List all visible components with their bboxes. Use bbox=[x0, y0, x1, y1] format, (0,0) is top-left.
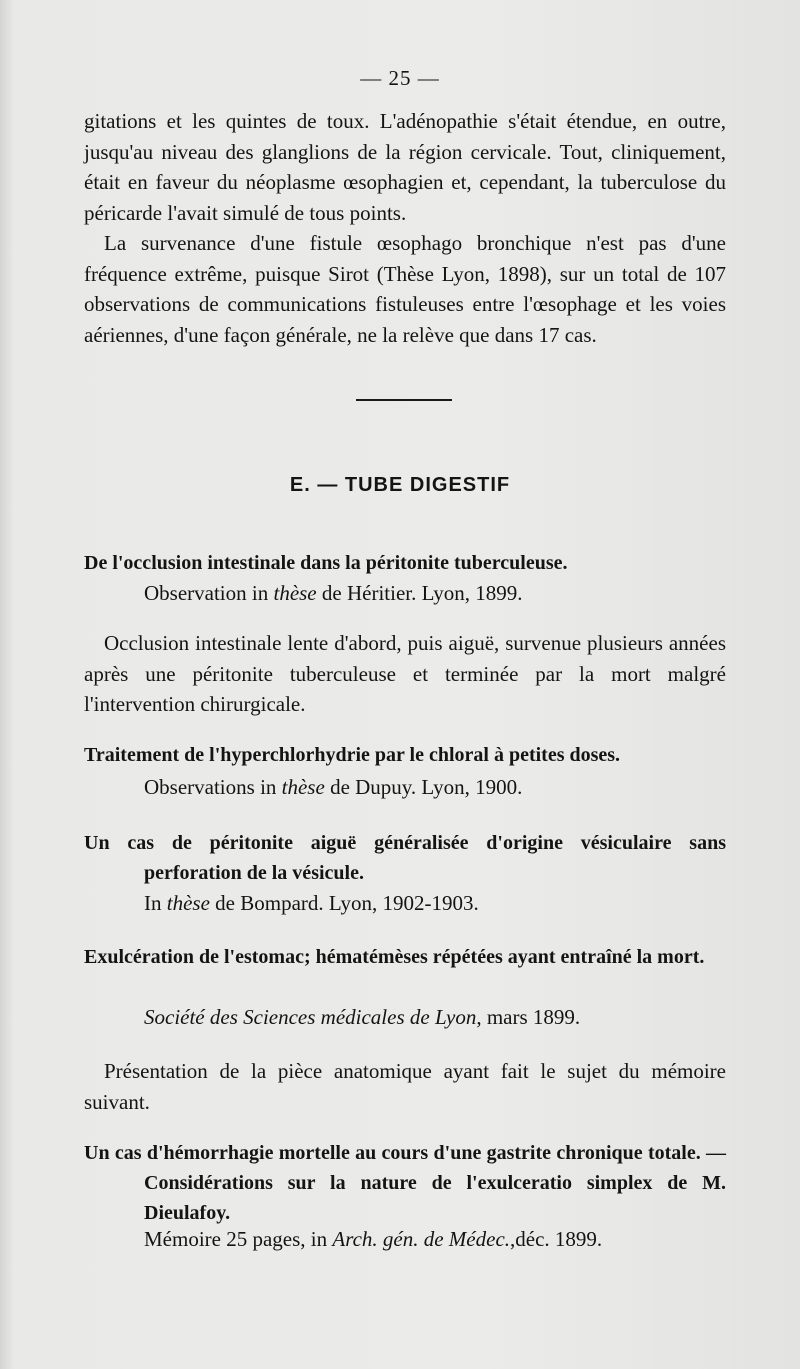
entry-ref-suffix: ,déc. 1899. bbox=[510, 1227, 603, 1251]
entry-ref-prefix: Mémoire 25 pages, in bbox=[144, 1227, 333, 1251]
entry-ref-italic: Arch. gén. de Médec. bbox=[332, 1227, 511, 1251]
intro-paragraph-2: La survenance d'une fistule œsophago bronchique n'est pas d'une fréquence extrême, puisque Sirot (Thèse Lyon, 1898), sur un total de 107 observations de communications fistuleuses entre l'œsophage et les voies aériennes, d'une façon générale, ne la relève que dans 17 cas. bbox=[84, 231, 726, 347]
entry-reference bbox=[144, 772, 726, 802]
entry-title: Exulcération de l'estomac; hématémèses répétées ayant entraîné la mort. bbox=[84, 946, 705, 968]
entry-title: De l'occlusion intestinale dans la péritonite tuberculeuse. bbox=[84, 552, 568, 574]
entry-ref-italic: thèse bbox=[281, 775, 325, 799]
entry-ref-suffix: , mars 1899. bbox=[476, 1005, 581, 1029]
entry-description: Occlusion intestinale lente d'abord, puis aiguë, survenue plusieurs années après une péritonite tuberculeuse et terminée par la mort malgré l'intervention chirurgicale. bbox=[84, 631, 726, 716]
entry-reference bbox=[144, 578, 726, 608]
section-heading: E. — TUBE DIGESTIF bbox=[289, 474, 511, 496]
entry-ref-prefix: Observation in bbox=[144, 581, 274, 605]
entry-reference bbox=[144, 1224, 726, 1254]
entry-description: Présentation de la pièce anatomique ayant fait le sujet du mémoire suivant. bbox=[84, 1059, 726, 1114]
entry-reference bbox=[144, 888, 726, 918]
intro-paragraph-1: gitations et les quintes de toux. L'adénopathie s'était étendue, en outre, jusqu'au niveau des glanglions de la région cervicale. Tout, cliniquement, était en faveur du néoplasme œsophagien et, cependant, la tuberculose du péricarde l'avait simulé de tous points. bbox=[84, 109, 726, 225]
entry-ref-italic: thèse bbox=[273, 581, 317, 605]
entry-ref-prefix: Observations in bbox=[144, 775, 282, 799]
entry-ref-suffix: de Héritier. Lyon, 1899. bbox=[316, 581, 523, 605]
entry-title: Un cas de péritonite aiguë généralisée d'origine vésiculaire sans perforation de la vésicule. bbox=[84, 832, 726, 884]
entry-title: Traitement de l'hyperchlorhydrie par le chloral à petites doses. bbox=[84, 744, 621, 766]
entry-ref-suffix: de Bompard. Lyon, 1902-1903. bbox=[209, 891, 479, 915]
entry-ref-italic: thèse bbox=[166, 891, 210, 915]
entry-ref-italic: Société des Sciences médicales de Lyon bbox=[144, 1005, 477, 1029]
entry-ref-prefix: In bbox=[144, 891, 167, 915]
entry-title: Un cas d'hémorrhagie mortelle au cours d'une gastrite chronique totale. — Considérations sur la nature de l'exulceratio simplex de M. Dieulafoy. bbox=[84, 1142, 726, 1224]
entry-ref-suffix: de Dupuy. Lyon, 1900. bbox=[324, 775, 523, 799]
section-divider bbox=[356, 399, 452, 401]
entry-reference bbox=[144, 1002, 726, 1032]
page-number: — 25 — bbox=[360, 66, 440, 90]
